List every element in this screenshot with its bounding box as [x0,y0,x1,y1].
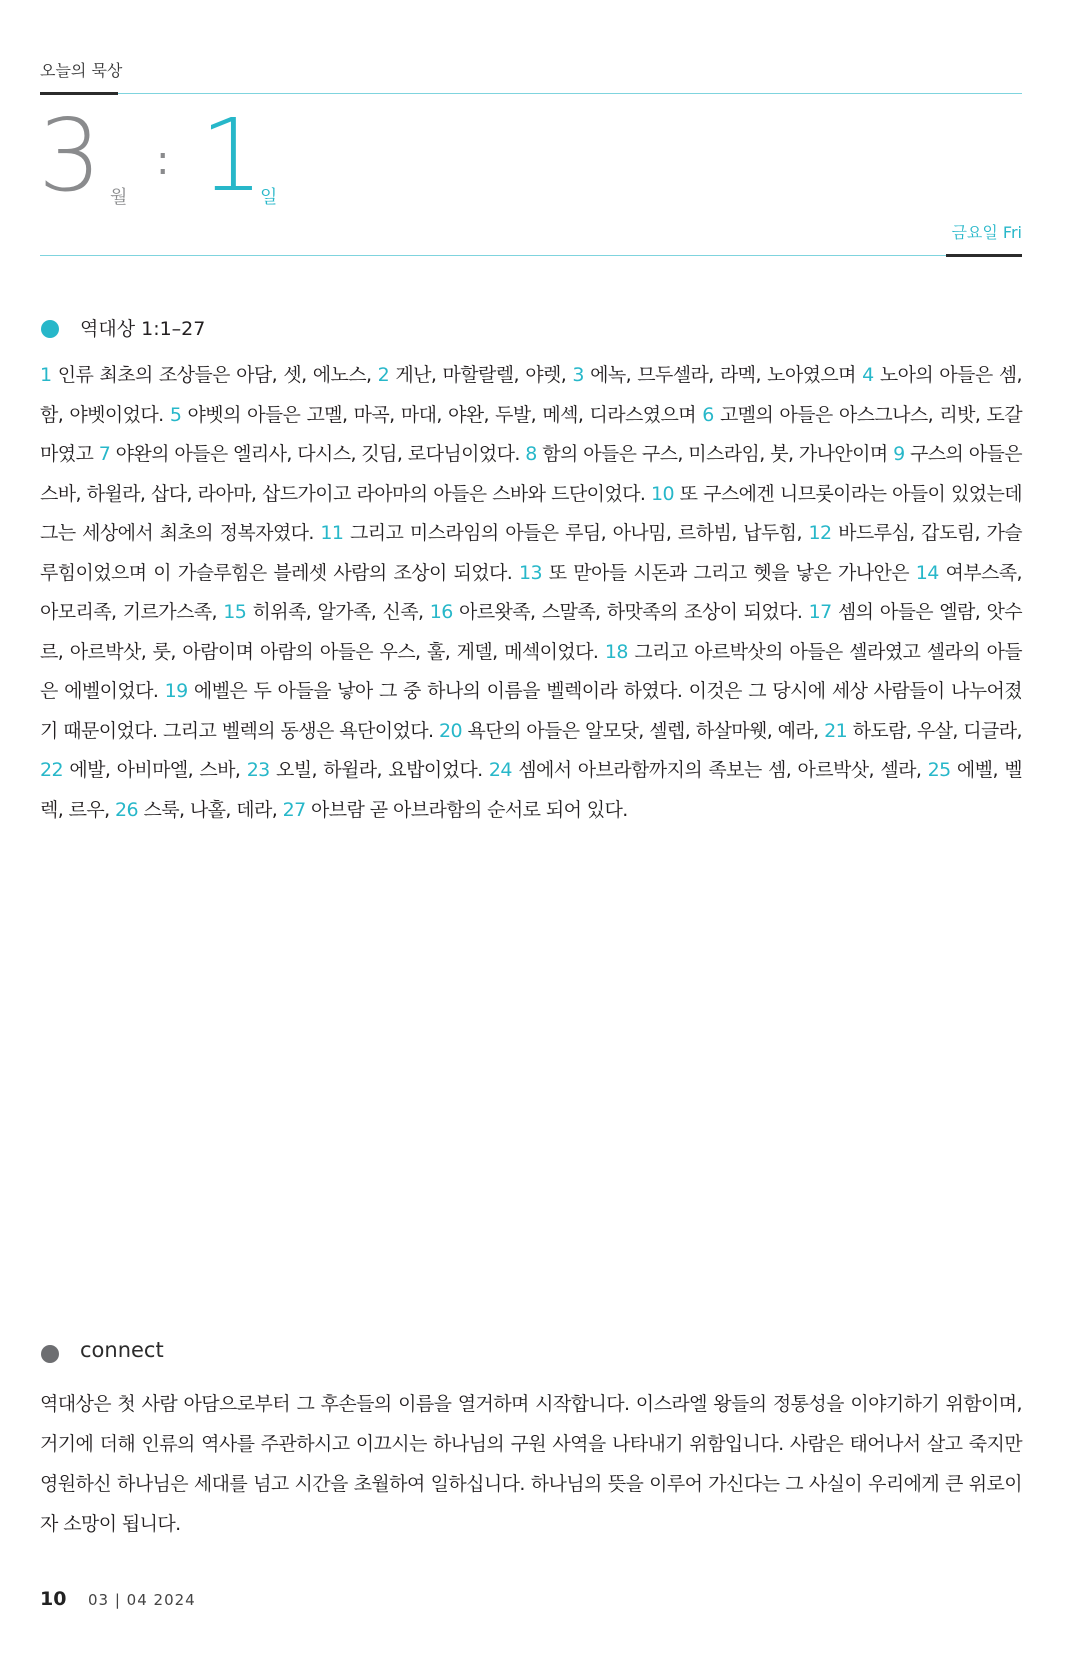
verse-text: 욕단의 아들은 알모닷, 셀렙, 하살마웻, 예라, [462,719,825,742]
verse-number: 8 [525,443,537,465]
verse-text: 그리고 미스라임의 아들은 루딤, 아나밈, 르하빔, 납두힘, [343,522,809,544]
header-bottom-rule [40,255,946,256]
month-label: 월 [110,187,128,208]
verse-number: 22 [40,759,63,781]
weekday-underline [946,254,1022,257]
verse-number: 1 [40,364,52,386]
connect-title: connect [80,1338,164,1362]
issue-date: 03 | 04 2024 [88,1591,196,1609]
verse-text: 하도람, 우살, 디글라, [847,719,1022,742]
verse-text: 야완의 아들은 엘리사, 다시스, 깃딤, 로다님이었다. [110,443,526,465]
verse-number: 11 [320,522,344,544]
verse-text: 셈의 아들은 엘람, 앗수르, 아르박삿, 룻, 아람이며 아람의 아들은 우스, 훌, 게델, 메섹이었다. [40,601,1022,663]
verse-number: 10 [651,482,674,505]
verse-text: 노아의 아들은 셈, 함, 야벳이었다. [40,364,1022,426]
verse-text: 게난, 마할랄렐, 야렛, [389,364,573,386]
connect-bullet-icon [41,1345,59,1363]
weekday: 금요일 Fri [951,223,1022,242]
verse-number: 17 [808,601,832,623]
verse-text: 또 구스에겐 니므롯이라는 아들이 있었는데 그는 세상에서 최초의 정복자였다. [40,482,1022,544]
verse-text: 함의 아들은 구스, 미스라임, 붓, 가나안이며 [536,443,894,465]
section-label: 오늘의 묵상 [40,61,123,80]
verse-text: 아브람 곧 아브라함의 순서로 되어 있다. [305,798,628,821]
day-number: 1 [200,97,264,214]
verse-number: 16 [429,601,453,623]
verse-text: 여부스족, 아모리족, 기르가스족, [40,561,1022,623]
scripture-reference: 역대상 1:1–27 [80,318,206,340]
verse-number: 13 [518,561,542,584]
verse-number: 27 [282,798,306,821]
verse-text: 에녹, 므두셀라, 라멕, 노아였으며 [583,364,863,386]
verse-number: 6 [702,403,714,426]
verse-text: 또 맏아들 시돈과 그리고 헷을 낳은 가나안은 [541,561,916,584]
verse-number: 23 [246,759,270,781]
verse-text: 오빌, 하윌라, 요밥이었다. [269,759,489,781]
verse-number: 2 [377,364,390,386]
verse-text: 에벨은 두 아들을 낳아 그 중 하나의 이름을 벨렉이라 하였다. 이것은 그 당시에 세상 사람들이 나누어졌기 때문이었다. 그리고 벨렉의 동생은 욕단이었다. [40,680,1023,742]
connect-body: 역대상은 첫 사람 아담으로부터 그 후손들의 이름을 열거하며 시작합니다. 이스라엘 왕들의 정통성을 이야기하기 위함이며, 거기에 더해 인류의 역사를 주관하시고 이끄시는 하나님의 구원 사역을 나타내기 위함입니다. 사람은 태어나서 살고 죽지만 영원하신 하나님은 세대를 넘고 시간을 초월하여 일하십니다. 하나님의 뜻을 이루어 가신다는 그 사실이 우리에게 큰 위로이자 소망이 됩니다. [40,1393,1022,1535]
verse-text: 에발, 아비마엘, 스바, [62,759,247,781]
verse-number: 18 [604,640,628,663]
verse-number: 3 [572,364,584,386]
verse-text: 셈에서 아브라함까지의 족보는 셈, 아르박삿, 셀라, [511,759,928,781]
verse-text: 에벨, 벨렉, 르우, [40,759,1022,821]
verse-text: 바드루심, 갑도림, 가슬루힘이었으며 이 가슬루힘은 블레셋 사람의 조상이 되었다. [40,522,1022,584]
verse-text: 히위족, 알가족, 신족, [246,601,430,623]
verse-text: 인류 최초의 조상들은 아담, 셋, 에노스, [51,364,378,386]
verse-number: 9 [893,443,905,465]
page-number: 10 [40,1588,67,1610]
section-label-underline [40,92,118,95]
day-label: 일 [260,187,278,208]
verse-number: 26 [115,798,139,821]
verse-text: 구스의 아들은 스바, 하윌라, 삽다, 라아마, 삽드가이고 라아마의 아들은 스바와 드단이었다. [40,443,1023,505]
scripture-bullet-icon [41,320,59,338]
verse-number: 20 [439,719,462,742]
verse-number: 19 [164,680,188,702]
verse-number: 21 [824,719,848,742]
verse-number: 25 [927,759,951,781]
verse-number: 12 [808,522,832,544]
verse-text: 스룩, 나홀, 데라, [138,798,283,821]
verse-number: 14 [915,561,939,584]
month-number: 3 [38,97,102,214]
verse-text: 그리고 아르박삿의 아들은 셀라였고 셀라의 아들은 에벨이었다. [40,640,1023,702]
verse-number: 24 [488,759,512,781]
verse-number: 5 [169,403,182,426]
verse-number: 4 [862,364,874,386]
verse-number: 15 [223,601,247,623]
date-separator: : [156,138,170,184]
header-rule [118,93,1022,94]
verse-text: 고멜의 아들은 아스그나스, 리밧, 도갈마였고 [40,403,1022,465]
verse-text: 야벳의 아들은 고멜, 마곡, 마대, 야완, 두발, 메섹, 디라스였으며 [181,403,703,426]
verse-number: 7 [98,443,111,465]
verse-text: 아르왓족, 스말족, 하맛족의 조상이 되었다. [452,601,809,623]
scripture-passage [40,356,1022,830]
